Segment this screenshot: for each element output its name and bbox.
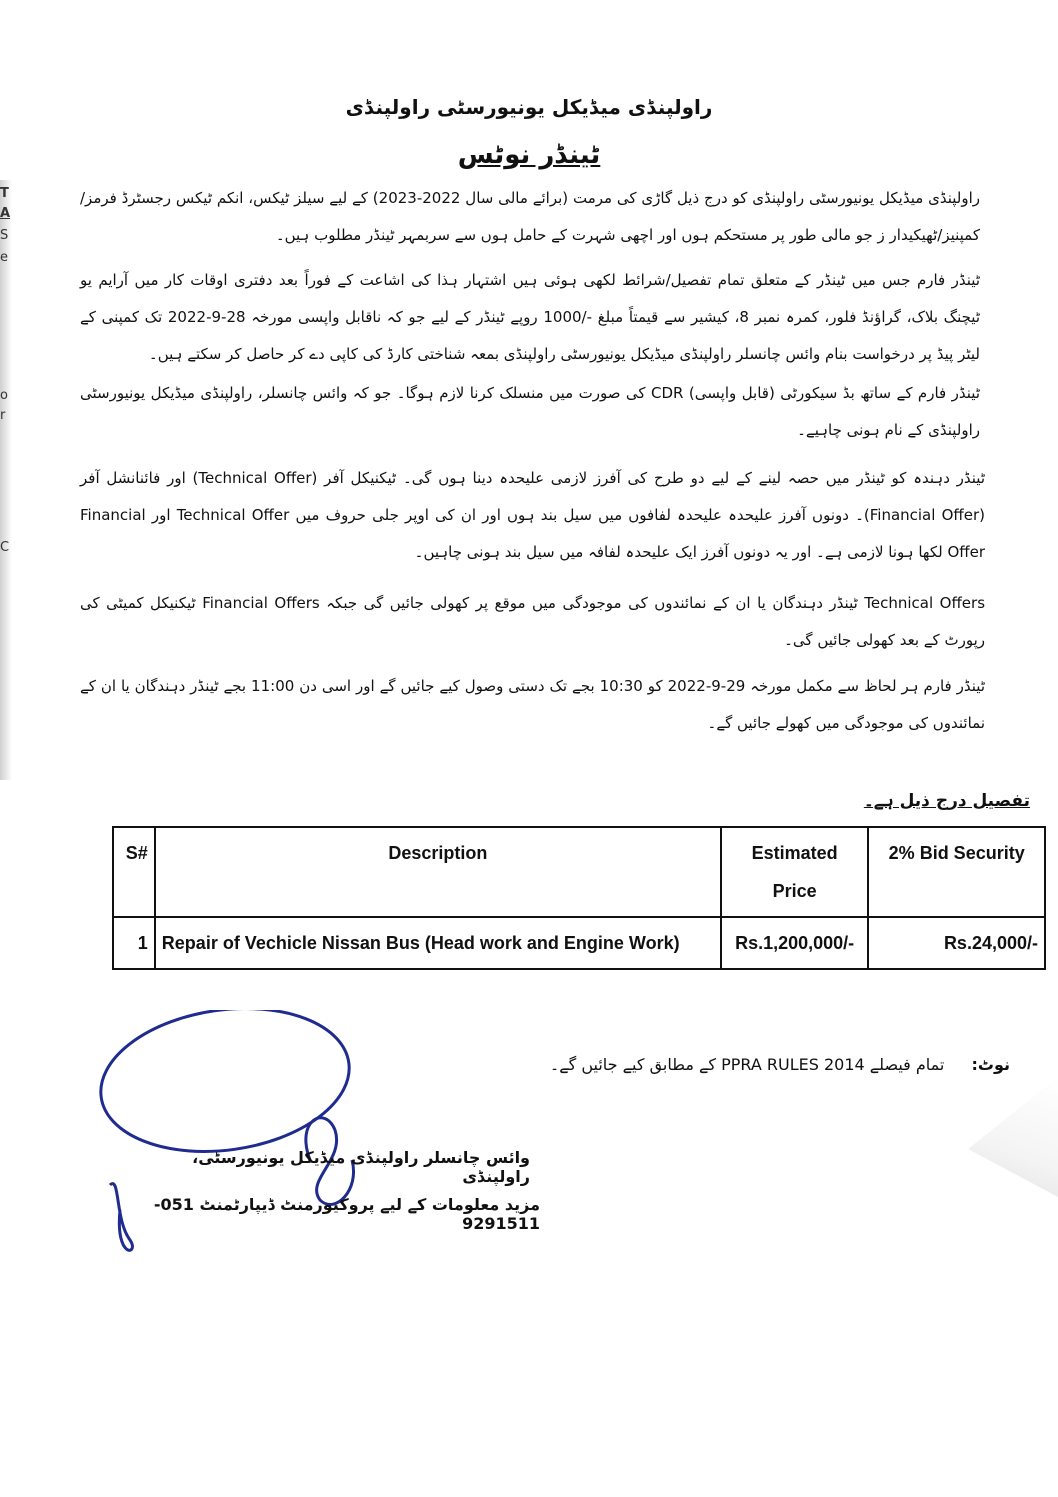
paragraph-offers: ٹینڈر دہندہ کو ٹینڈر میں حصہ لینے کے لیے دو طرح کی آفرز لازمی علیحدہ دینا ہوں گی۔ ٹیکنیکل آفر (Technical Offer) اور فائنانشل آفر (Financial Offer)۔ دونوں آفرز علیحدہ علیحدہ لفافوں میں سیل بند ہوں اور ان کی اوپر جلی حروف میں Technical Offer اور Financial Offer لکھا ہونا لازمی ہے۔ اور یہ دونوں آفرز ایک علیحدہ لفافہ میں سیل بند ہونی چاہیں۔ [80, 469, 985, 561]
cell-estimated-price: Rs.1,200,000/- [721, 917, 868, 969]
edge-fragment: C [0, 540, 10, 555]
edge-fragment: o [0, 388, 8, 403]
signatory-title: وائس چانسلر راولپنڈی میڈیکل یونیورسٹی، راولپنڈی [192, 1148, 530, 1186]
signature-loop [91, 1010, 358, 1167]
edge-fragment: r [0, 408, 6, 423]
edge-fragment: S [0, 228, 9, 243]
tender-table [112, 826, 1046, 970]
paragraph-tender-form: ٹینڈر فارم جس میں ٹینڈر کے متعلق تمام تفصیل/شرائط لکھی ہوئی ہیں اشتہار ہذا کی اشاعت کے فوراً بعد دفتری اوقات کار میں آرایم یو ٹیچنگ بلاک، گراؤنڈ فلور، کمرہ نمبر 8، کیشیر سے قیمتاً مبلغ -/1000 روپے ٹینڈر کے لیے جو کہ ناقابل واپسی مورخہ 28-9-2022 تک کمپنی کے لیٹر پیڈ پر درخواست بنام وائس چانسلر راولپنڈی میڈیکل یونیورسٹی راولپنڈی بمعہ شناختی کارڈ کی کاپی دے کر حاصل کر سکتے ہیں۔ [80, 271, 980, 363]
paragraph-bid-security: ٹینڈر فارم کے ساتھ بڈ سیکورٹی (قابل واپسی) CDR کی صورت میں منسلک کرنا لازم ہوگا۔ جو کہ وائس چانسلر، راولپنڈی میڈیکل یونیورسٹی راولپنڈی کے نام ہونی چاہیے۔ [80, 384, 980, 439]
paragraph-intro: راولپنڈی میڈیکل یونیورسٹی راولپنڈی کو درج ذیل گاڑی کی مرمت (برائے مالی سال 2022-2023) کے لیے سیلز ٹیکس، انکم ٹیکس رجسٹرڈ فرمز/کمپنیز/ٹھیکیدار ز جو مالی طور پر مستحکم ہوں اور اچھی شہرت کے حامل ہوں سے سربمہر ٹینڈر مطلوب ہیں۔ [80, 189, 980, 244]
header-description: Description [155, 827, 721, 917]
cell-bid-security: Rs.24,000/- [868, 917, 1045, 969]
note [470, 1055, 1010, 1074]
contact-info: مزید معلومات کے لیے پروکیورمنٹ ڈیپارٹمنٹ 051-9291511 [153, 1195, 540, 1233]
paragraph-submission-date: ٹینڈر فارم ہر لحاظ سے مکمل مورخہ 29-9-2022 کو 10:30 بجے تک دستی وصول کیے جائیں گے اور اسی دن 11:00 بجے ٹینڈر دہندگان یا ان کے نمائندوں کی موجودگی میں کھولے جائیں گے۔ [80, 677, 985, 732]
details-heading: تفصیل درج ذیل ہے۔ [863, 791, 1030, 811]
edge-fragment: A [0, 206, 11, 221]
header-sn: S# [113, 827, 155, 917]
header-estimated-price: Estimated Price [721, 827, 868, 917]
note-label: نوٹ: [971, 1055, 1010, 1074]
edge-fragment: T [0, 186, 9, 201]
page-shadow [0, 180, 12, 780]
paragraph-opening: Technical Offers ٹینڈر دہندگان یا ان کے نمائندوں کی موجودگی میں موقع پر کھولی جائیں گی جبکہ Financial Offers ٹیکنیکل کمیٹی کی رپورٹ کے بعد کھولی جائیں گی۔ [80, 594, 986, 649]
edge-fragment: e [0, 250, 8, 265]
cell-sn: 1 [113, 917, 155, 969]
page-title: ٹینڈر نوٹس [457, 140, 601, 170]
cell-description: Repair of Vechicle Nissan Bus (Head work and Engine Work) [155, 917, 721, 969]
paper-corner-fold [968, 1077, 1058, 1197]
note-text: تمام فیصلے PPRA RULES 2014 کے مطابق کیے جائیں گے۔ [549, 1055, 945, 1074]
table-header-row [113, 827, 1045, 917]
header-bid-security: 2% Bid Security [868, 827, 1045, 917]
table-row [113, 917, 1045, 969]
university-name: راولپنڈی میڈیکل یونیورسٹی راولپنڈی [345, 95, 713, 119]
